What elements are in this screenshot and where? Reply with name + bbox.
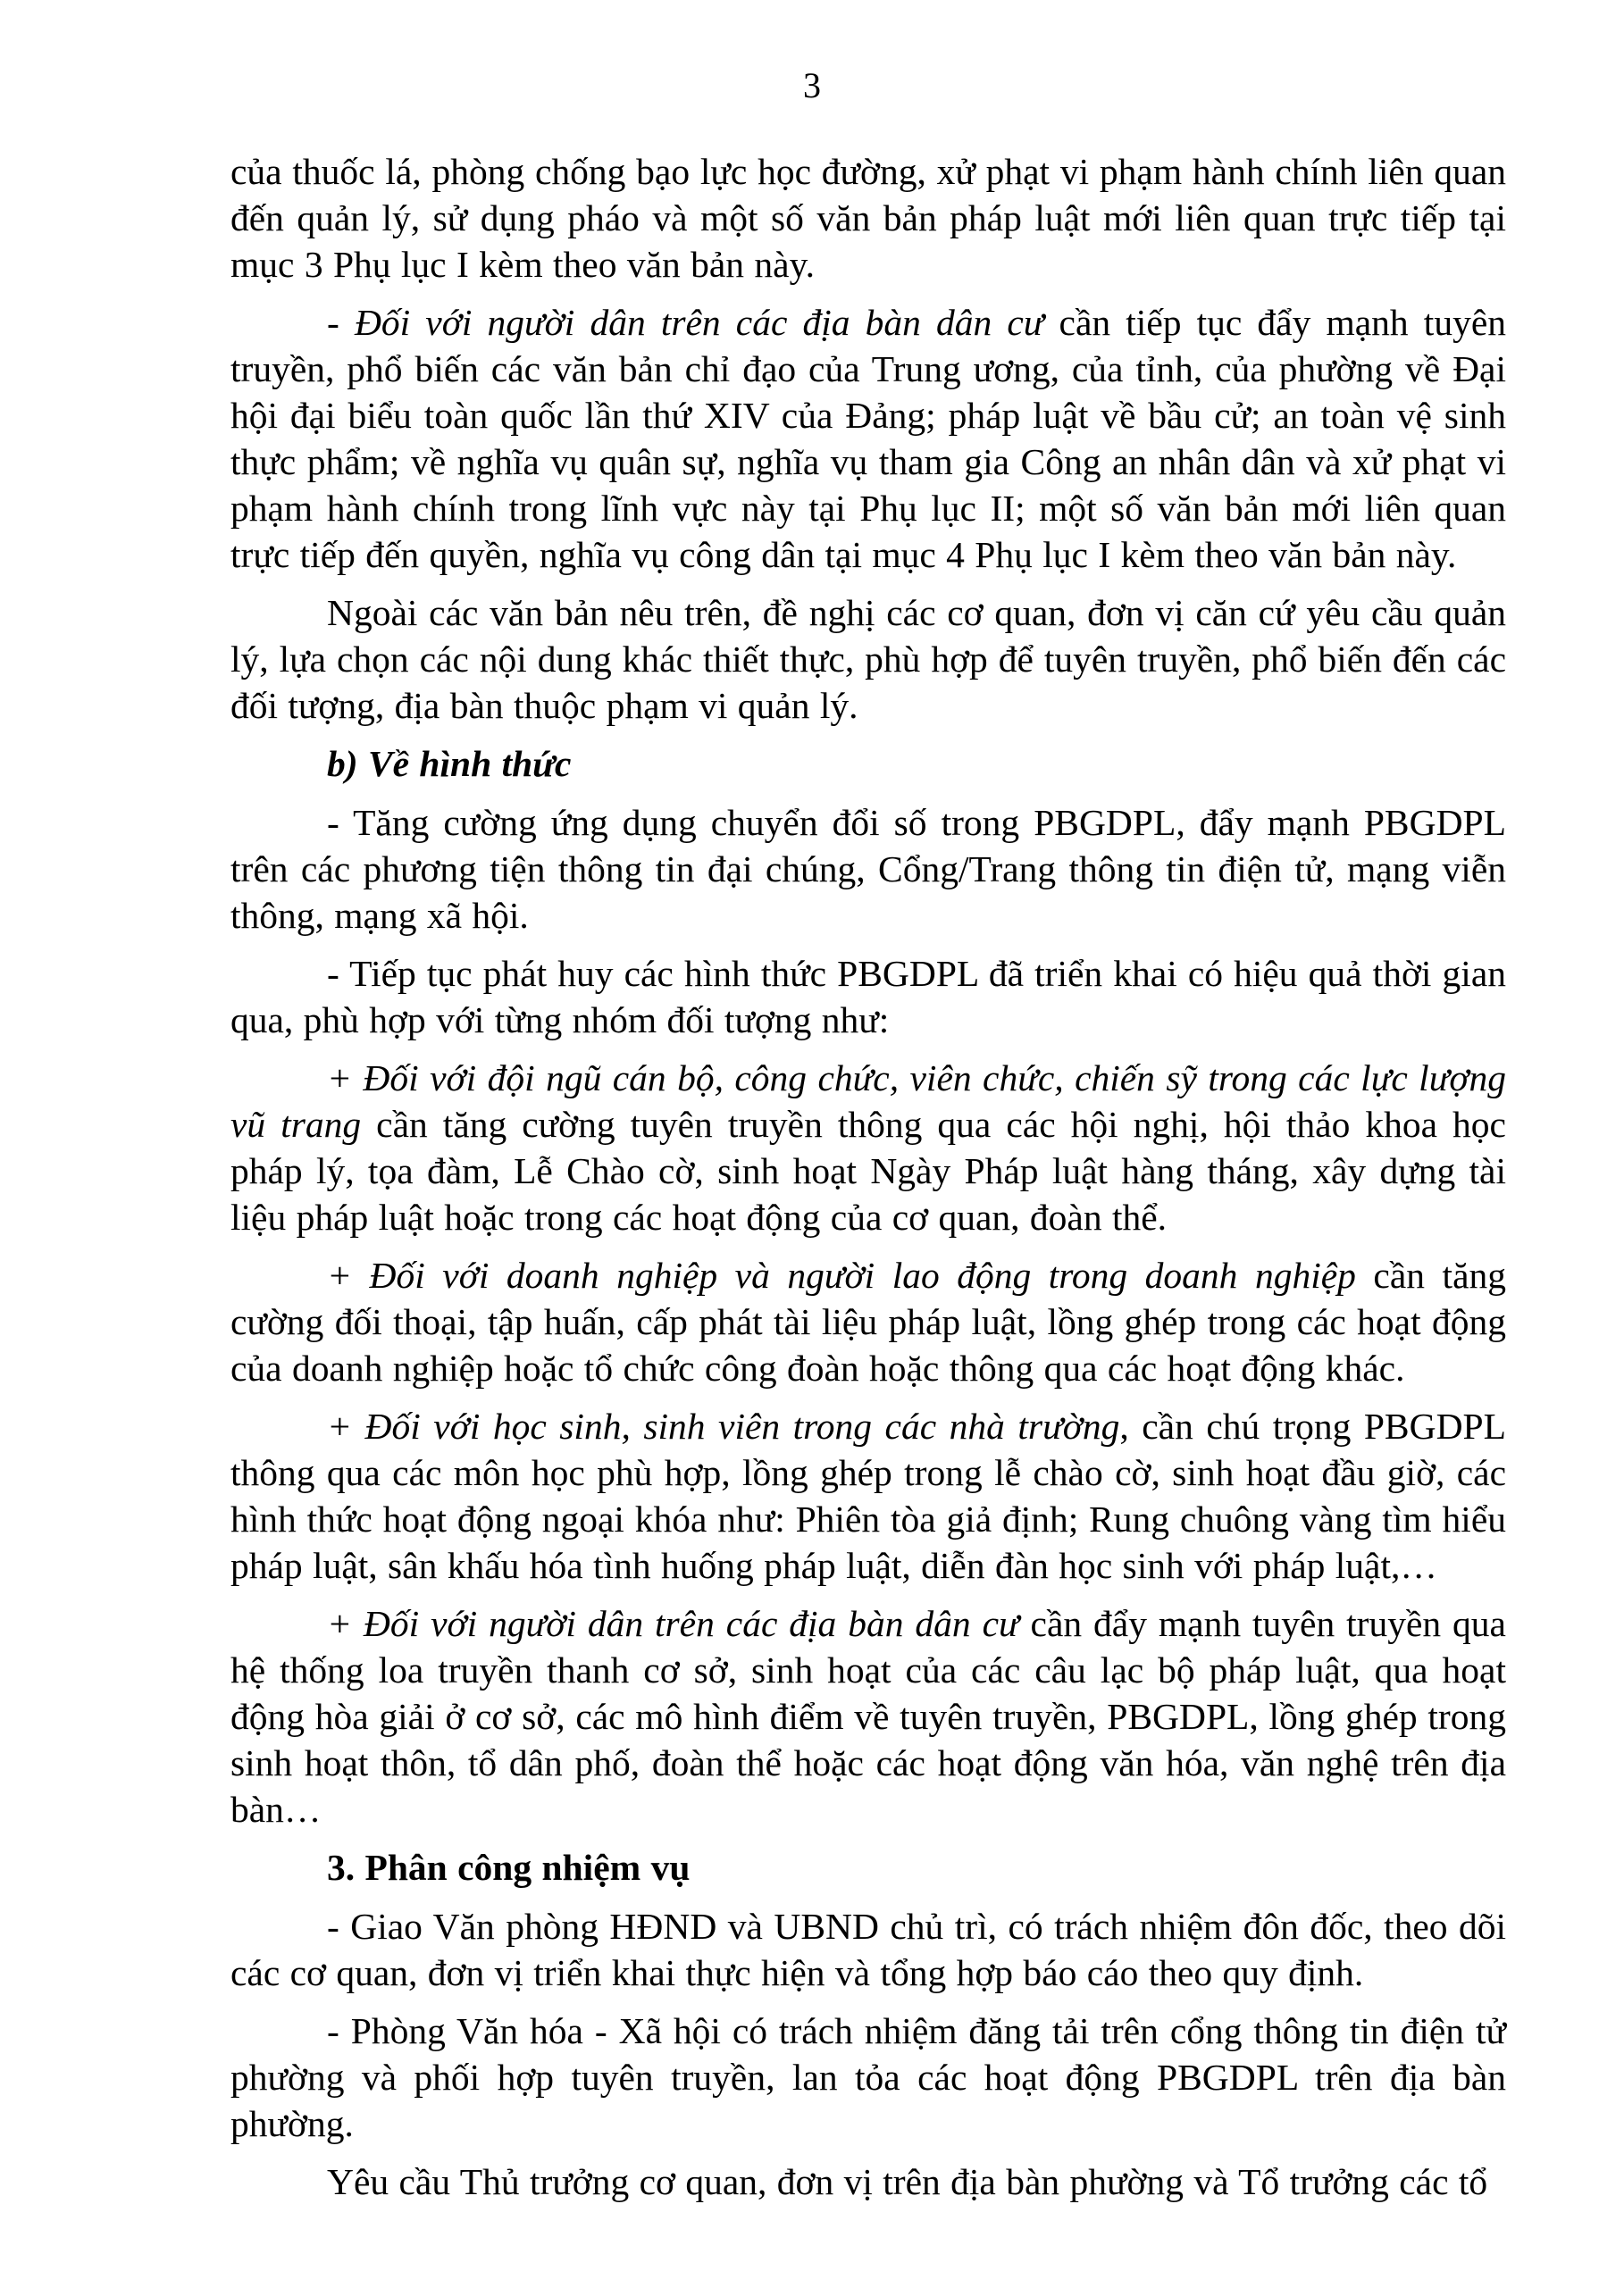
paragraph-enterprises	[230, 1252, 1506, 1391]
paragraph-text: của thuốc lá, phòng chống bạo lực học đường, xử phạt vi phạm hành chính liên quan đến quản lý, sử dụng pháo và một số văn bản pháp luật mới liên quan trực tiếp tại mục 3 Phụ lục I kèm theo văn bản này.	[230, 151, 1506, 285]
paragraph-text: cần tăng cường đối thoại, tập huấn, cấp phát tài liệu pháp luật, lồng ghép trong các hoạt động của doanh nghiệp hoặc tổ chức công đoàn hoặc thông qua các hoạt động khác.	[230, 1255, 1506, 1389]
paragraph-text: - Giao Văn phòng HĐND và UBND chủ trì, có trách nhiệm đôn đốc, theo dõi các cơ quan, đơn vị triển khai thực hiện và tổng hợp báo cáo theo quy định.	[230, 1906, 1506, 1993]
paragraph-students	[230, 1403, 1506, 1589]
paragraph-lead: + Đối với học sinh, sinh viên trong các nhà trường	[327, 1406, 1120, 1447]
paragraph-request	[230, 2158, 1506, 2205]
paragraph-lead: + Đối với đội ngũ cán bộ, công chức, viên chức, chiến sỹ trong các lực lượng vũ trang	[230, 1057, 1506, 1145]
paragraph-text: cần tiếp tục đẩy mạnh tuyên truyền, phổ biến các văn bản chỉ đạo của Trung ương, của tỉnh, của phường về Đại hội đại biểu toàn quốc lần thứ XIV của Đảng; pháp luật về bầu cử; an toàn vệ sinh thực phẩm; về nghĩa vụ quân sự, nghĩa vụ tham gia Công an nhân dân và xử phạt vi phạm hành chính trong lĩnh vực này tại Phụ lục II; một số văn bản mới liên quan trực tiếp đến quyền, nghĩa vụ công dân tại mục 4 Phụ lục I kèm theo văn bản này.	[230, 302, 1506, 575]
heading-text: b) Về hình thức	[327, 743, 572, 784]
paragraph-residents	[230, 299, 1506, 578]
paragraph-digital-transformation	[230, 799, 1506, 939]
paragraph-lead: + Đối với doanh nghiệp và người lao động trong doanh nghiệp	[327, 1255, 1356, 1296]
paragraph-text: Yêu cầu Thủ trưởng cơ quan, đơn vị trên địa bàn phường và Tổ trưởng các tổ	[327, 2161, 1488, 2202]
section-heading-assignment	[230, 1844, 1506, 1891]
document-body	[230, 148, 1506, 2217]
page-number: 3	[803, 65, 821, 105]
heading-text: 3. Phân công nhiệm vụ	[327, 1847, 691, 1888]
paragraph-text: - Phòng Văn hóa - Xã hội có trách nhiệm đăng tải trên cổng thông tin điện tử phường và phối hợp tuyên truyền, lan tỏa các hoạt động PBGDPL trên địa bàn phường.	[230, 2010, 1506, 2144]
paragraph-text: Ngoài các văn bản nêu trên, đề nghị các cơ quan, đơn vị căn cứ yêu cầu quản lý, lựa chọn các nội dung khác thiết thực, phù hợp để tuyên truyền, phổ biến đến các đối tượng, địa bàn thuộc phạm vi quản lý.	[230, 592, 1506, 726]
section-heading-form	[230, 740, 1506, 787]
paragraph-office-assignment	[230, 1903, 1506, 1996]
paragraph-lead: + Đối với người dân trên các địa bàn dân cư	[327, 1603, 1019, 1644]
paragraph-officials	[230, 1055, 1506, 1240]
paragraph-continuation	[230, 148, 1506, 288]
paragraph-text: cần tăng cường tuyên truyền thông qua các hội nghị, hội thảo khoa học pháp lý, tọa đàm, Lễ Chào cờ, sinh hoạt Ngày Pháp luật hàng tháng, xây dựng tài liệu pháp luật hoặc trong các hoạt động của cơ quan, đoàn thể.	[230, 1104, 1506, 1238]
paragraph-text: - Tăng cường ứng dụng chuyển đổi số trong PBGDPL, đẩy mạnh PBGDPL trên các phương tiện thông tin đại chúng, Cổng/Trang thông tin điện tử, mạng viễn thông, mạng xã hội.	[230, 802, 1506, 936]
paragraph-text: , cần chú trọng PBGDPL thông qua các môn học phù hợp, lồng ghép trong lễ chào cờ, sinh hoạt đầu giờ, các hình thức hoạt động ngoại khóa như: Phiên tòa giả định; Rung chuông vàng tìm hiểu pháp luật, sân khấu hóa tình huống pháp luật, diễn đàn học sinh với pháp luật,…	[230, 1406, 1506, 1586]
paragraph-lead: - Đối với người dân trên các địa bàn dân cư	[327, 302, 1044, 343]
paragraph-text: cần đẩy mạnh tuyên truyền qua hệ thống loa truyền thanh cơ sở, sinh hoạt của các câu lạc bộ pháp luật, qua hoạt động hòa giải ở cơ sở, các mô hình điểm về tuyên truyền, PBGDPL, lồng ghép trong sinh hoạt thôn, tổ dân phố, đoàn thể hoặc các hoạt động văn hóa, văn nghệ trên địa bàn…	[230, 1603, 1506, 1830]
paragraph-other-documents	[230, 589, 1506, 729]
paragraph-culture-assignment	[230, 2008, 1506, 2147]
paragraph-residents-forms	[230, 1600, 1506, 1833]
paragraph-text: - Tiếp tục phát huy các hình thức PBGDPL đã triển khai có hiệu quả thời gian qua, phù hợp với từng nhóm đối tượng như:	[230, 953, 1506, 1040]
paragraph-continue-forms	[230, 950, 1506, 1043]
